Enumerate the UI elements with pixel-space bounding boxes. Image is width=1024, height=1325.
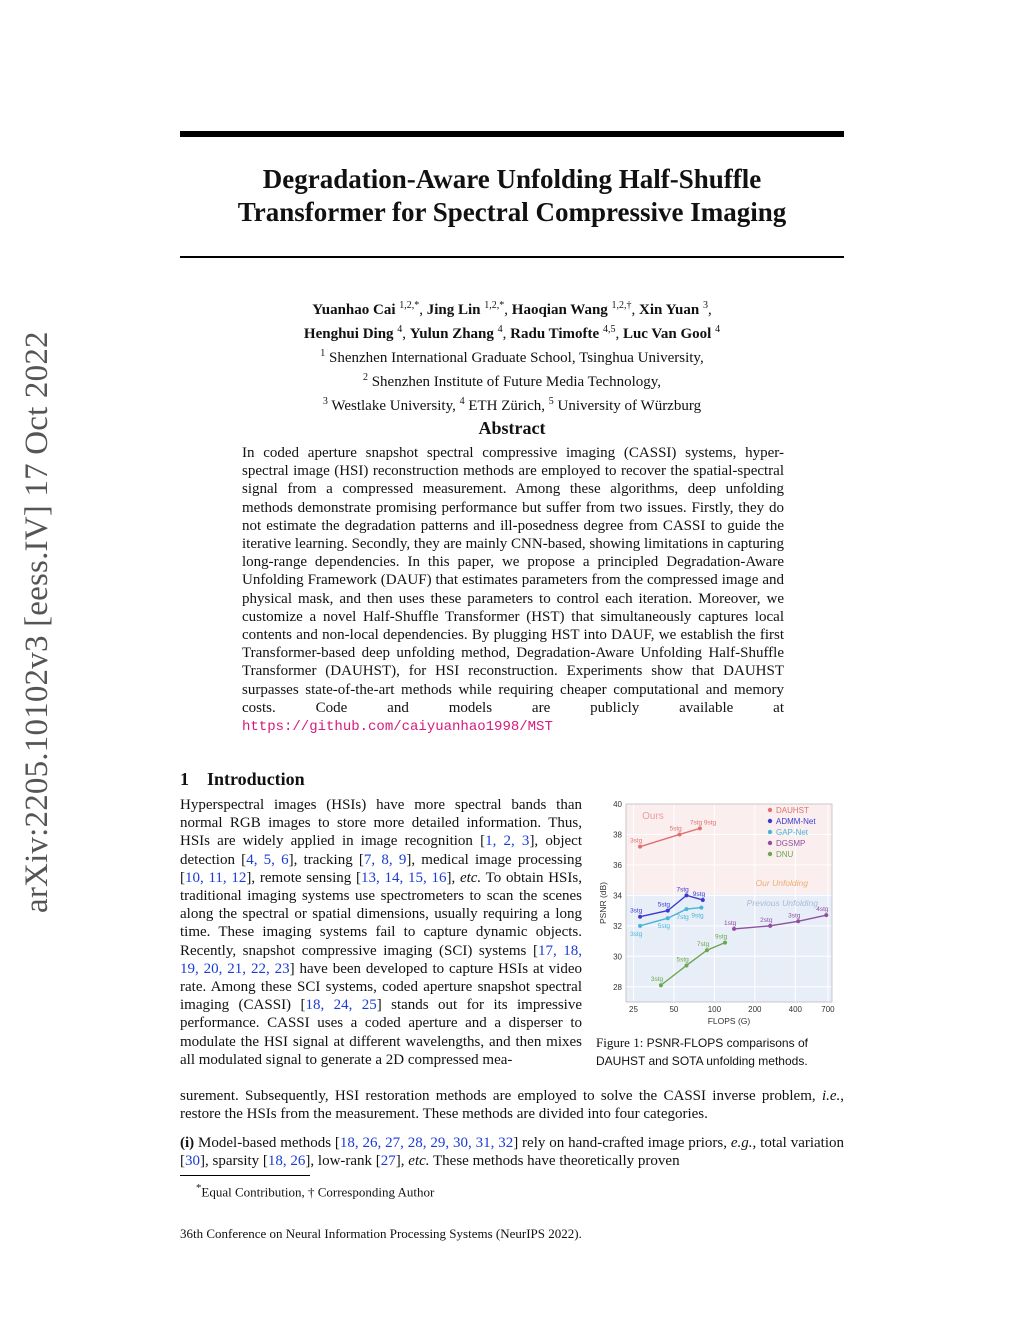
author-block (180, 296, 844, 416)
citation-link[interactable]: 30 (185, 1153, 200, 1170)
title-line-2: Transformer for Spectral Compressive Imaging (237, 197, 787, 227)
point-label: 5stg (669, 825, 682, 833)
footnote: *Equal Contribution, † Corresponding Author (196, 1182, 435, 1200)
previous-unfolding-label: Previous Unfolding (746, 897, 818, 908)
title-top-rule (180, 131, 844, 137)
data-point (698, 826, 702, 830)
x-tick-label: 50 (669, 1005, 679, 1014)
affiliation-2: $^2$ Shenzhen Institute of Future Media Technology, (362, 372, 662, 390)
legend-entry: DAUHST (776, 806, 809, 815)
data-point (638, 924, 642, 928)
citation-group[interactable]: 1, 2, 3 (485, 833, 530, 850)
data-point (701, 898, 705, 902)
data-point (684, 907, 688, 911)
data-point (684, 893, 688, 897)
footnote-rule (180, 1175, 310, 1176)
arxiv-sidebar: arXiv:2205.10102v3 [eess.IV] 17 Oct 2022 (19, 331, 55, 913)
legend-marker (768, 808, 772, 812)
point-label: 2stg (760, 916, 773, 924)
citation-group[interactable]: 4, 5, 6 (246, 851, 289, 868)
citation-group[interactable]: 17, 18, 19, 20, 21, 22, 23 (180, 942, 582, 977)
legend-entry: GAP-Net (776, 828, 809, 837)
citation-link[interactable]: 27 (380, 1153, 396, 1170)
legend-marker (768, 830, 772, 834)
x-tick-label: 100 (707, 1005, 722, 1014)
x-tick-label: 400 (788, 1005, 802, 1014)
legend-entry: DNU (776, 850, 794, 859)
legend-marker (768, 841, 772, 845)
point-label: 9stg (691, 912, 704, 920)
data-point (768, 924, 772, 928)
section-heading: 1 Introduction (180, 769, 305, 789)
point-label: 5stg (657, 901, 671, 909)
category-paragraph: (i) Model-based methods [18, 26, 27, 28, 29, 30, 31, 32] rely on hand-crafted image priors, e.g., total variation [30], sparsity [18, 26], low-rank [27], etc. These methods have theoretically proven (180, 1135, 845, 1170)
citation-group[interactable]: 18, 26 (267, 1153, 306, 1170)
data-point (659, 983, 663, 987)
y-tick-label: 34 (613, 891, 622, 901)
point-label: 7stg (676, 914, 689, 922)
our-unfolding-label: Our Unfolding (755, 877, 808, 888)
intro-continuation: surement. Subsequently, HSI restoration methods are employed to solve the CASSI inverse problem, i.e., restore the HSIs from the measurement. These methods are divided into four categories. (180, 1088, 845, 1123)
x-tick-label: 700 (821, 1005, 835, 1014)
citation-group[interactable]: 18, 26, 27, 28, 29, 30, 31, 32 (339, 1135, 514, 1151)
data-point (699, 906, 703, 910)
y-tick-label: 38 (613, 830, 622, 840)
psnr-flops-chart (596, 796, 846, 1032)
author-line-2: Henghui Ding $^4$, Yulun Zhang $^4$, Radu Timofte $^{4,5}$, Luc Van Gool $^4$ (303, 324, 721, 342)
abstract-body: In coded aperture snapshot spectral compressive imaging (CASSI) systems, hyper-spectral image (HSI) reconstruction methods are employed to recover the spatial-spectral signal from a compressed measurement. Among these algorithms, deep unfolding methods demonstrate promising performance but suffer from two issues. Firstly, they do not estimate the degradation patterns and ill-posedness degree from CASSI to guide the iterative learning. Secondly, they are mainly CNN-based, showing limitations in capturing long-range dependencies. In this paper, we propose a principled Degradation-Aware Unfolding Framework (DAUF) that estimates parameters from the compressed image and physical mask, and then uses these parameters to control each iteration. Moreover, we customize a novel Half-Shuffle Transformer (HST) that simultaneously captures local contents and non-local dependencies. By plugging HST into DAUF, we establish the first Transformer-based deep unfolding method, Degradation-Aware Unfolding Half-Shuffle Transformer (DAUHST), for HSI reconstruction. Experiments show that DAUHST surpasses state-of-the-art methods while requiring cheaper computational and memory costs. Code and models are publicly available at https://github.com/caiyuanhao1998/MST (242, 445, 784, 736)
data-point (677, 832, 681, 836)
data-point (638, 915, 642, 919)
previous-region-bg (626, 894, 832, 1002)
point-label: 1stg (724, 919, 737, 927)
point-label: 3stg (650, 976, 664, 984)
point-label: 7stg (676, 886, 689, 894)
citation-group[interactable]: 7, 8, 9 (363, 851, 407, 868)
point-label: 3stg (630, 837, 643, 845)
citation-group[interactable]: 13, 14, 15, 16 (361, 869, 447, 886)
title-line-1: Degradation-Aware Unfolding Half-Shuffle (262, 164, 762, 194)
citation-group[interactable]: 10, 11, 12 (185, 869, 247, 886)
affiliation-1: $^1$ Shenzhen International Graduate School, Tsinghua University, (320, 348, 704, 366)
data-point (723, 941, 727, 945)
data-point (684, 963, 688, 967)
intro-paragraph: Hyperspectral images (HSIs) have more spectral bands than normal RGB images to store more detailed information. Thus, HSIs are widely applied in image recognition [1, 2, 3], object detection [4, 5, 6], tracking [7, 8, 9], medical image processing [10, 11, 12], remote sensing [13, 14, 15, 16], etc. To obtain HSIs, traditional imaging systems use spectrometers to scan the scenes along the spectral or spatial dimensions, usually requiring a long time. These imaging systems fail to capture dynamic objects. Recently, snapshot compressive imaging (SCI) systems [17, 18, 19, 20, 21, 22, 23] have been developed to capture HSIs at video rate. Among these SCI systems, coded aperture snapshot spectral imaging (CASSI) [18, 24, 25] stands out for its impressive performance. CASSI uses a coded aperture and a disperser to modulate the HSI signal at different wavelengths, and then mixes all modulated signal to generate a 2D compressed mea- (180, 797, 583, 1068)
ours-label: Ours (642, 811, 664, 823)
point-label: 9stg (703, 819, 717, 827)
point-label: 3stg (788, 912, 801, 920)
x-axis-label: FLOPS (G) (707, 1016, 751, 1026)
title-bottom-rule (180, 256, 844, 258)
data-point (824, 913, 828, 917)
y-tick-label: 40 (613, 800, 622, 809)
conference-note: 36th Conference on Neural Information Processing Systems (NeurIPS 2022). (180, 1226, 582, 1241)
legend-entry: ADMM-Net (776, 817, 816, 826)
abstract-heading: Abstract (478, 418, 546, 438)
data-point (666, 909, 670, 913)
paper-title (180, 163, 844, 229)
affiliation-3: $^3$ Westlake University, $^4$ ETH Zürich, $^5$ University of Würzburg (322, 396, 702, 414)
y-tick-label: 30 (613, 952, 622, 962)
data-point (732, 927, 736, 931)
data-point (796, 919, 800, 923)
author-line-1: Yuanhao Cai $^{1,2,*}$, Jing Lin $^{1,2,*}$, Haoqian Wang $^{1,2,\dagger}$, Xin Yuan $^3$, (312, 300, 712, 318)
data-point (705, 948, 709, 952)
point-label: 3stg (630, 930, 643, 938)
y-tick-label: 36 (613, 860, 622, 870)
data-point (666, 916, 670, 920)
y-tick-label: 32 (613, 921, 622, 931)
citation-group[interactable]: 18, 24, 25 (305, 997, 377, 1014)
data-point (638, 845, 642, 849)
legend-marker (768, 819, 772, 823)
point-label: 4stg (816, 906, 829, 914)
code-link[interactable]: https://github.com/caiyuanhao1998/MST (242, 719, 553, 736)
y-axis-label: PSNR (dB) (598, 881, 608, 925)
x-tick-label: 200 (748, 1005, 762, 1014)
point-label: 3stg (630, 907, 643, 915)
point-label: 7stg (696, 941, 710, 949)
point-label: 5stg (657, 923, 671, 931)
figure-caption: Figure 1: PSNR-FLOPS comparisons of DAUHST and SOTA unfolding methods. (596, 1035, 808, 1068)
legend-entry: DGSMP (776, 839, 806, 848)
point-label: 7stg (689, 819, 703, 827)
point-label: 9stg (715, 933, 728, 941)
legend-marker (768, 852, 772, 856)
x-tick-label: 25 (629, 1005, 638, 1014)
point-label: 9stg (692, 890, 706, 898)
y-tick-label: 28 (613, 982, 622, 992)
point-label: 5stg (676, 956, 689, 964)
